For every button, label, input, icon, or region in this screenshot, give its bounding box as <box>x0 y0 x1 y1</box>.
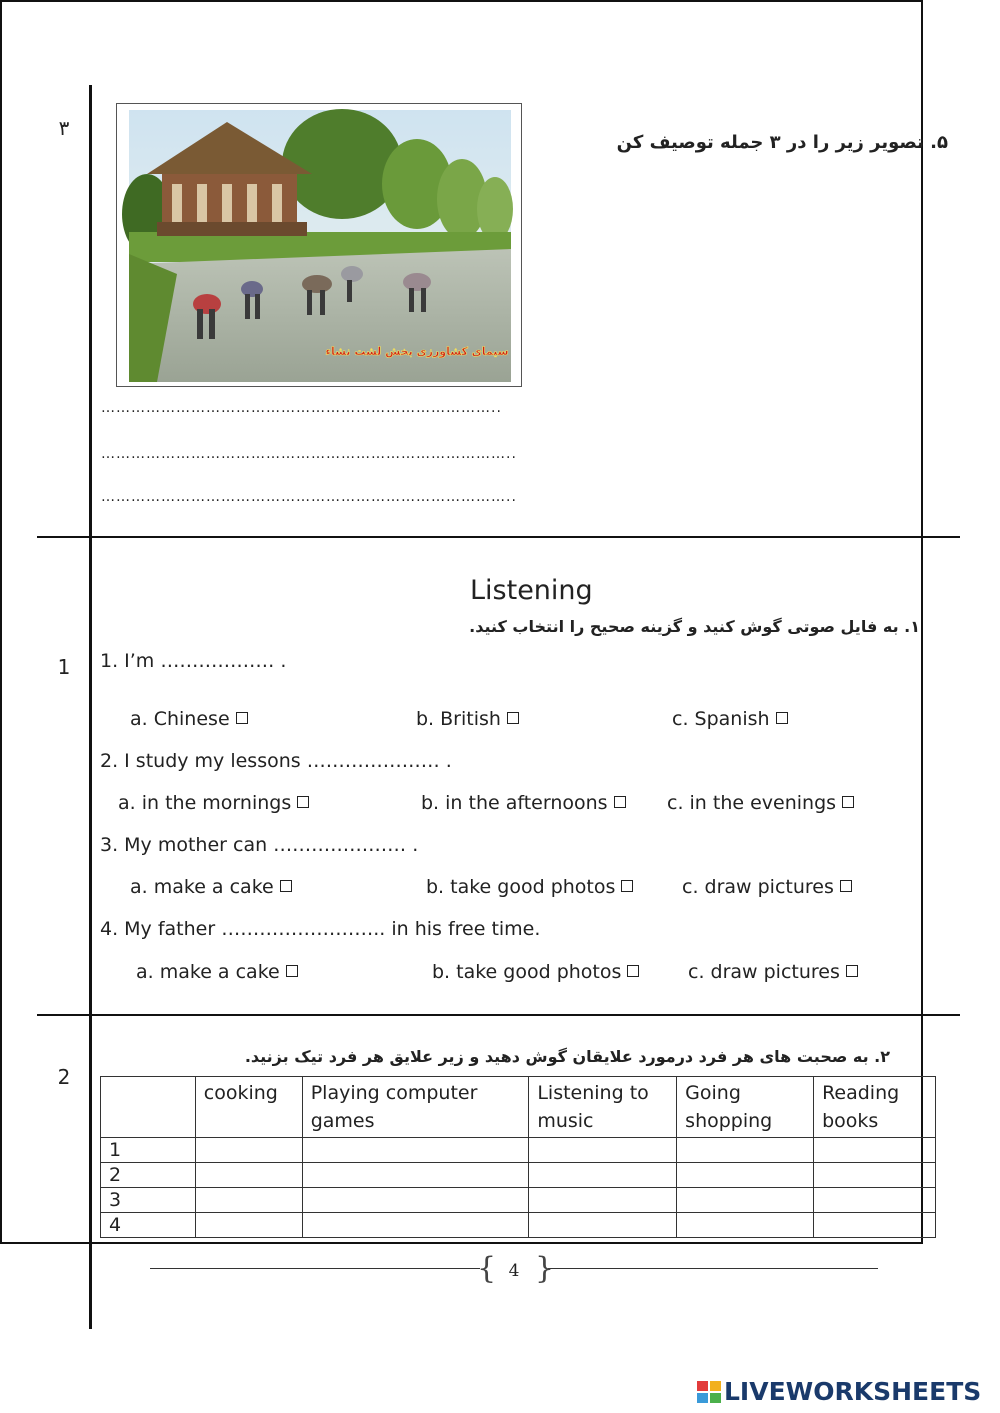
checkbox[interactable] <box>507 712 519 724</box>
header-cell: Listening to music <box>529 1077 677 1138</box>
liveworksheets-logo-icon <box>697 1381 723 1405</box>
score-listening-q1: 1 <box>57 655 71 679</box>
checkbox[interactable] <box>627 965 639 977</box>
question-3-stem: 3. My mother can ………………… . <box>100 834 419 856</box>
table-row <box>101 1213 936 1238</box>
page-number: 4 <box>508 1261 520 1281</box>
table-row <box>101 1188 936 1213</box>
rice-field-illustration <box>117 104 521 386</box>
q3-option-c[interactable]: c. draw pictures <box>682 876 852 898</box>
listening-instruction: ۱. به فایل صوتی گوش کنید و گزینه صحیح را انتخاب کنید. <box>469 617 920 636</box>
tick-cell[interactable] <box>814 1213 936 1238</box>
tick-cell[interactable] <box>814 1138 936 1163</box>
rice-field-photo <box>116 103 522 387</box>
footer-rule-left <box>150 1268 480 1269</box>
row-number: 1 <box>101 1138 196 1163</box>
tick-cell[interactable] <box>677 1188 814 1213</box>
row-number: 4 <box>101 1213 196 1238</box>
q4-option-b[interactable]: b. take good photos <box>432 961 639 983</box>
header-cell <box>101 1077 196 1138</box>
checkbox[interactable] <box>297 796 309 808</box>
tick-cell[interactable] <box>302 1163 529 1188</box>
q4-option-a[interactable]: a. make a cake <box>136 961 298 983</box>
checkbox[interactable] <box>846 965 858 977</box>
question-1-stem: 1. I’m ……………… . <box>100 650 287 672</box>
header-cell: cooking <box>195 1077 302 1138</box>
tick-cell[interactable] <box>302 1188 529 1213</box>
table-question-instruction: ۲. به صحبت های هر فرد درمورد علایقان گوش دهید و زیر علایق هر فرد تیک بزنید. <box>244 1047 890 1066</box>
photo-caption: سیمای کشاورزی بخش لشت نشاء <box>325 345 509 358</box>
score-q5: ۳ <box>58 116 70 140</box>
tick-cell[interactable] <box>195 1188 302 1213</box>
interests-table <box>100 1076 936 1238</box>
left-brace-icon: { <box>477 1251 497 1286</box>
table-header-row <box>101 1077 936 1138</box>
q4-option-c[interactable]: c. draw pictures <box>688 961 858 983</box>
tick-cell[interactable] <box>814 1163 936 1188</box>
header-cell: Reading books <box>814 1077 936 1138</box>
footer-rule-right <box>548 1268 878 1269</box>
section-divider-2 <box>37 1014 960 1016</box>
q3-option-b[interactable]: b. take good photos <box>426 876 633 898</box>
tick-cell[interactable] <box>302 1138 529 1163</box>
tick-cell[interactable] <box>195 1138 302 1163</box>
score-column-divider <box>89 85 92 1329</box>
checkbox[interactable] <box>280 880 292 892</box>
q3-option-a[interactable]: a. make a cake <box>130 876 292 898</box>
header-cell: Going shopping <box>677 1077 814 1138</box>
header-cell: Playing computer games <box>302 1077 529 1138</box>
tick-cell[interactable] <box>195 1213 302 1238</box>
listening-title: Listening <box>470 575 593 606</box>
tick-cell[interactable] <box>195 1163 302 1188</box>
q1-option-a[interactable]: a. Chinese <box>130 708 248 730</box>
q1-option-c[interactable]: c. Spanish <box>672 708 788 730</box>
tick-cell[interactable] <box>529 1163 677 1188</box>
answer-line-2[interactable]: ……………………………………………………………………….. <box>101 446 517 462</box>
tick-cell[interactable] <box>529 1213 677 1238</box>
tick-cell[interactable] <box>529 1138 677 1163</box>
tick-cell[interactable] <box>677 1163 814 1188</box>
answer-line-1[interactable]: …………………………………………………………………….. <box>101 400 502 416</box>
checkbox[interactable] <box>614 796 626 808</box>
checkbox[interactable] <box>842 796 854 808</box>
picture-question-prompt: ۵. تصویر زیر را در ۳ جمله توصیف کن <box>616 132 948 153</box>
tick-cell[interactable] <box>529 1188 677 1213</box>
tick-cell[interactable] <box>677 1138 814 1163</box>
checkbox[interactable] <box>776 712 788 724</box>
score-listening-q2: 2 <box>57 1065 71 1089</box>
tick-cell[interactable] <box>302 1213 529 1238</box>
checkbox[interactable] <box>621 880 633 892</box>
answer-line-3[interactable]: ……………………………………………………………………….. <box>101 489 517 505</box>
checkbox[interactable] <box>840 880 852 892</box>
table-row <box>101 1138 936 1163</box>
question-4-stem: 4. My father …………………….. in his free time. <box>100 918 541 940</box>
q1-option-b[interactable]: b. British <box>416 708 519 730</box>
tick-cell[interactable] <box>677 1213 814 1238</box>
question-2-stem: 2. I study my lessons ………………… . <box>100 750 452 772</box>
table-row <box>101 1163 936 1188</box>
right-brace-icon: } <box>535 1251 555 1286</box>
checkbox[interactable] <box>286 965 298 977</box>
row-number: 3 <box>101 1188 196 1213</box>
checkbox[interactable] <box>236 712 248 724</box>
watermark: LIVEWORKSHEETS <box>724 1377 982 1406</box>
q2-option-a[interactable]: a. in the mornings <box>118 792 309 814</box>
q2-option-c[interactable]: c. in the evenings <box>667 792 854 814</box>
row-number: 2 <box>101 1163 196 1188</box>
tick-cell[interactable] <box>814 1188 936 1213</box>
section-divider-1 <box>37 536 960 538</box>
q2-option-b[interactable]: b. in the afternoons <box>421 792 626 814</box>
